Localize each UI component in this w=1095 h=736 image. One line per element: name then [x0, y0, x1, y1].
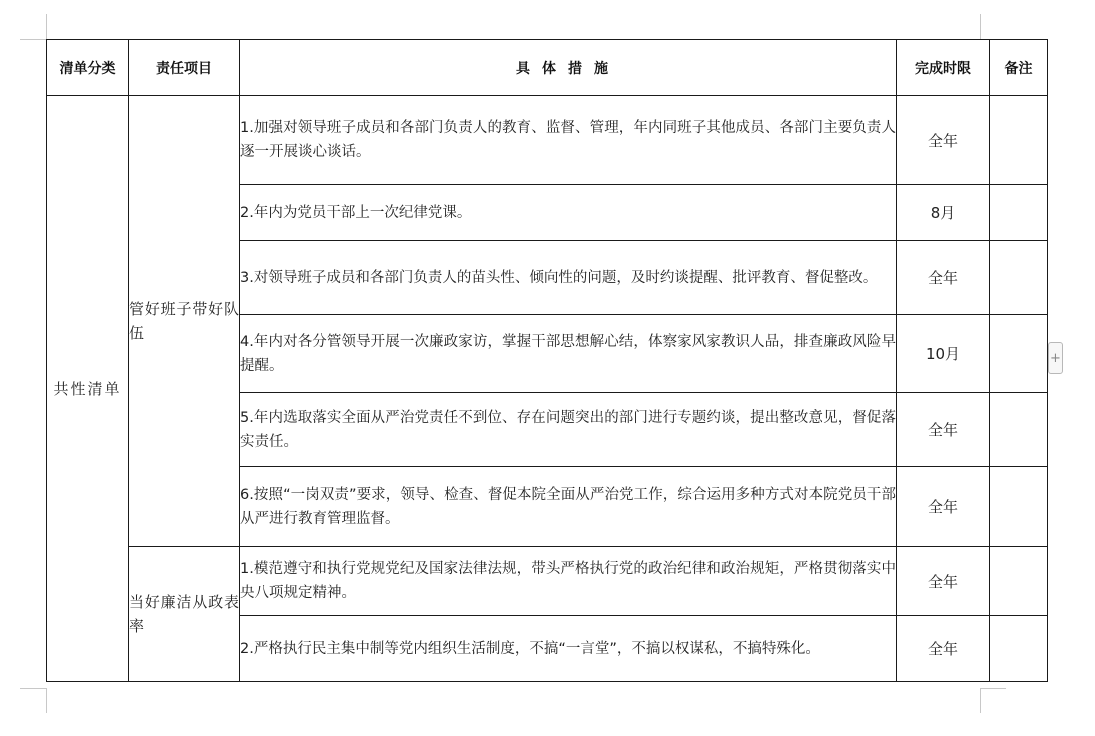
header-category: 清单分类 — [47, 40, 129, 96]
measure-cell: 3.对领导班子成员和各部门负责人的苗头性、倾向性的问题，及时约谈提醒、批评教育、督促整改。 — [240, 241, 897, 315]
project-cell-team: 管好班子带好队伍 — [129, 96, 240, 547]
table-header-row — [47, 40, 1048, 96]
responsibility-table — [46, 39, 1048, 682]
deadline-cell: 全年 — [897, 96, 990, 185]
deadline-cell: 全年 — [897, 547, 990, 616]
measure-cell: 5.年内选取落实全面从严治党责任不到位、存在问题突出的部门进行专题约谈，提出整改意见，督促落实责任。 — [240, 393, 897, 467]
project-cell-integrity: 当好廉洁从政表率 — [129, 547, 240, 682]
crop-mark-top-left-h — [20, 39, 46, 40]
measure-cell: 1.模范遵守和执行党规党纪及国家法律法规，带头严格执行党的政治纪律和政治规矩，严格贯彻落实中央八项规定精神。 — [240, 547, 897, 616]
measure-cell: 4.年内对各分管领导开展一次廉政家访，掌握干部思想解心结，体察家风家教识人品，排查廉政风险早提醒。 — [240, 315, 897, 393]
header-remarks: 备注 — [990, 40, 1048, 96]
add-row-button[interactable]: + — [1048, 342, 1063, 374]
remark-cell[interactable] — [990, 467, 1048, 547]
remark-cell[interactable] — [990, 96, 1048, 185]
deadline-cell: 全年 — [897, 616, 990, 682]
measure-cell: 2.严格执行民主集中制等党内组织生活制度，不搞“一言堂”，不搞以权谋私，不搞特殊化。 — [240, 616, 897, 682]
deadline-cell: 全年 — [897, 393, 990, 467]
crop-mark-top-right-v — [980, 14, 981, 39]
header-project: 责任项目 — [129, 40, 240, 96]
header-deadline: 完成时限 — [897, 40, 990, 96]
remark-cell[interactable] — [990, 241, 1048, 315]
remark-cell[interactable] — [990, 616, 1048, 682]
crop-mark-bottom-right-v — [980, 688, 981, 713]
crop-mark-bottom-right-h — [980, 688, 1006, 689]
deadline-cell: 8月 — [897, 185, 990, 241]
crop-mark-bottom-left-h — [20, 688, 46, 689]
remark-cell[interactable] — [990, 185, 1048, 241]
remark-cell[interactable] — [990, 547, 1048, 616]
table-row — [47, 96, 1048, 185]
deadline-cell: 全年 — [897, 241, 990, 315]
measure-cell: 2.年内为党员干部上一次纪律党课。 — [240, 185, 897, 241]
measure-cell: 6.按照“一岗双责”要求，领导、检查、督促本院全面从严治党工作，综合运用多种方式对本院党员干部从严进行教育管理监督。 — [240, 467, 897, 547]
header-measures: 具体措施 — [240, 40, 897, 96]
deadline-cell: 全年 — [897, 467, 990, 547]
measure-cell: 1.加强对领导班子成员和各部门负责人的教育、监督、管理，年内同班子其他成员、各部门主要负责人逐一开展谈心谈话。 — [240, 96, 897, 185]
crop-mark-bottom-left-v — [46, 688, 47, 713]
deadline-cell: 10月 — [897, 315, 990, 393]
remark-cell[interactable] — [990, 393, 1048, 467]
category-cell: 共性清单 — [47, 96, 129, 682]
crop-mark-top-left-v — [46, 14, 47, 39]
remark-cell[interactable] — [990, 315, 1048, 393]
table-row — [47, 547, 1048, 616]
